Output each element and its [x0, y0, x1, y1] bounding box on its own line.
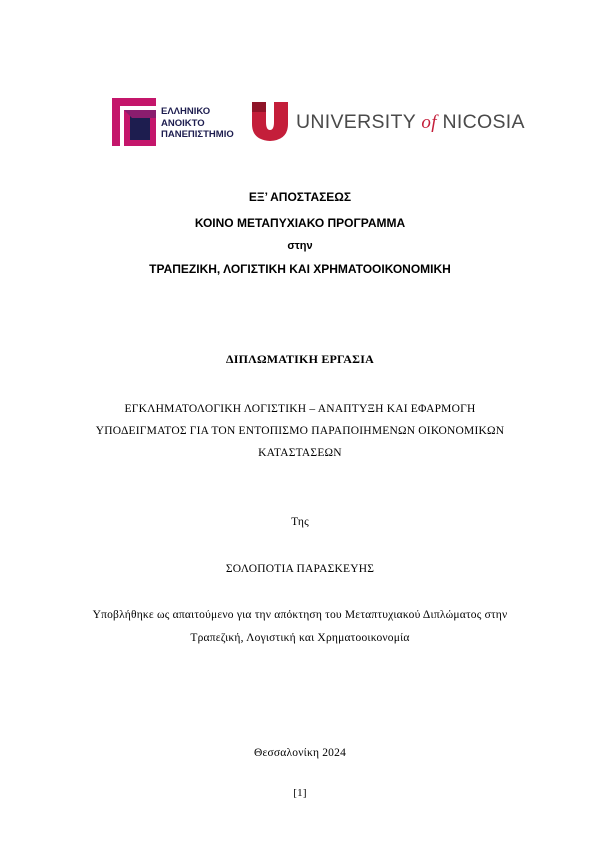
author-prefix: Της: [291, 516, 309, 528]
unic-nicosia-word: NICOSIA: [436, 111, 525, 133]
eap-logo-text: ΕΛΛΗΝΙΚΟ ΑΝΟΙΚΤΟ ΠΑΝΕΠΙΣΤΗΜΙΟ: [161, 106, 234, 140]
thesis-title-line-2: ΥΠΟΔΕΙΓΜΑΤΟΣ ΓΙΑ ΤΟΝ ΕΝΤΟΠΙΣΜΟ ΠΑΡΑΠΟΙΗΜΕΝΩΝ ΟΙΚΟΝΟΜΙΚΩΝ: [95, 425, 505, 437]
unic-logo-text: [296, 111, 525, 134]
program-field: ΤΡΑΠΕΖΙΚΗ, ΛΟΓΙΣΤΙΚΗ ΚΑΙ ΧΡΗΜΑΤΟΟΙΚΟΝΟΜΙΚΗ: [149, 262, 451, 276]
program-type: ΚΟΙΝΟ ΜΕΤΑΠΥΧΙΑΚΟ ΠΡΟΓΡΑΜΜΑ: [194, 216, 406, 230]
thesis-title-line-3: ΚΑΤΑΣΤΑΣΕΩΝ: [258, 447, 342, 459]
page-number: [1]: [293, 787, 307, 799]
submission-line-1: Υποβλήθηκε ως απαιτούμενο για την απόκτηση του Μεταπτυχιακού Διπλώματος στην: [92, 609, 508, 621]
place-date: Θεσσαλονίκη 2024: [253, 747, 347, 759]
unic-university-word: UNIVERSITY: [296, 111, 422, 133]
eap-logo-mark: [112, 98, 158, 146]
unic-logo: [250, 100, 525, 144]
program-connector: στην: [287, 240, 313, 252]
thesis-type: ΔΙΠΛΩΜΑΤΙΚΗ ΕΡΓΑΣΙΑ: [226, 352, 374, 366]
author-name: ΣΟΛΟΠΟΤΙΑ ΠΑΡΑΣΚΕΥΗΣ: [225, 563, 375, 575]
unic-of-word: of: [421, 112, 437, 133]
program-mode: ΕΞ’ ΑΠΟΣΤΑΣΕΩΣ: [248, 190, 352, 204]
unic-shield-mark: [250, 100, 290, 142]
thesis-title-line-1: ΕΓΚΛΗΜΑΤΟΛΟΓΙΚΗ ΛΟΓΙΣΤΙΚΗ – ΑΝΑΠΤΥΞΗ ΚΑΙ ΕΦΑΡΜΟΓΗ: [124, 403, 476, 415]
eap-logo: [112, 98, 237, 146]
submission-line-2: Τραπεζική, Λογιστική και Χρηματοοικονομία: [190, 632, 410, 644]
